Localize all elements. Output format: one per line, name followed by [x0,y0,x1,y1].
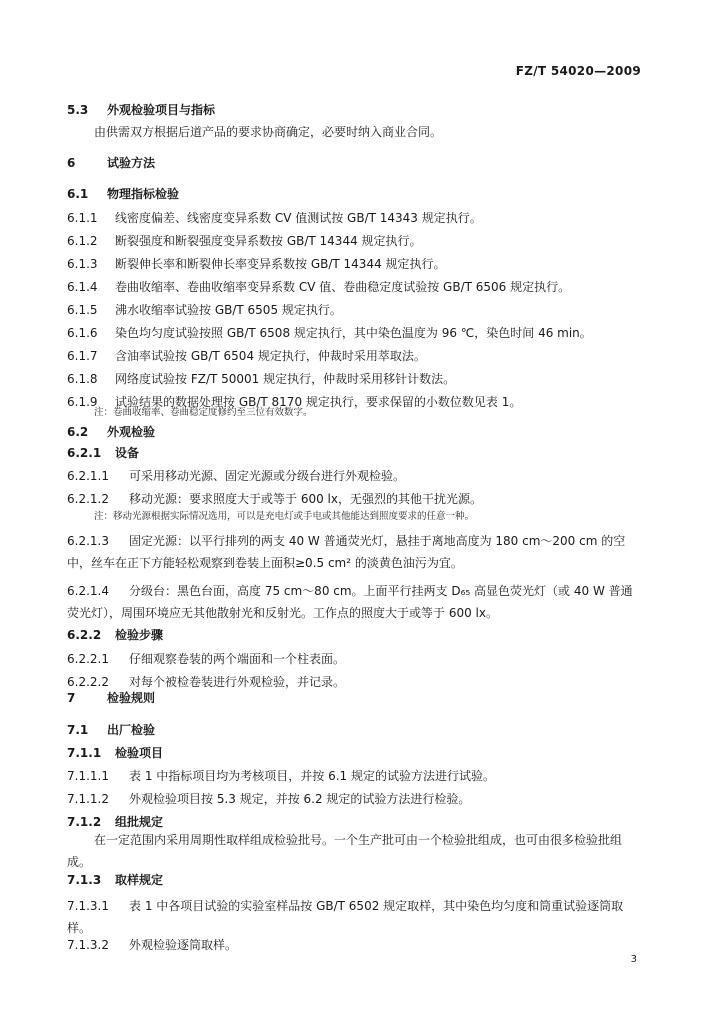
doc-line [67,468,642,484]
doc-line [67,580,642,624]
line-text: 外观检验逐筒取样。 [129,938,238,952]
line-text: 断裂伸长率和断裂伸长率变异系数按 GB/T 14344 规定执行。 [115,257,446,271]
section-number: 5.3 [67,103,89,117]
doc-line [67,530,642,574]
doc-line [67,325,642,341]
doc-line [67,348,642,364]
section-number: 7.1 [67,723,89,737]
section-number: 6.1.7 [67,349,98,363]
section-number: 6.2.1.3 [67,534,109,548]
line-text: 组批规定 [115,815,164,829]
doc-line [67,674,642,690]
line-text: 固定光源：以平行排列的两支 40 W 普通荧光灯，悬挂于离地高度为 180 cm～200 cm 的空中，丝车在正下方能轻松观察到卷装上面积≥0.5 cm² 的淡黄色油污为宜。 [67,534,626,570]
doc-line [67,186,642,202]
section-number: 7.1.3.1 [67,899,109,913]
section-number: 7.1.1.1 [67,769,109,783]
line-text: 表 1 中指标项目均为考核项目，并按 6.1 规定的试验方法进行试验。 [129,769,495,783]
doc-line [67,690,642,706]
line-text: 试验方法 [107,156,156,170]
section-number: 6.1.6 [67,326,98,340]
line-text: 出厂检验 [107,723,156,737]
doc-line [67,302,642,318]
line-text: 试验结果的数据处理按 GB/T 8170 规定执行，要求保留的小数位数见表 1。 [115,395,522,409]
section-number: 7.1.2 [67,815,102,829]
line-text: 可采用移动光源、固定光源或分级台进行外观检验。 [129,469,406,483]
doc-line [67,937,642,953]
doc-line [67,768,642,784]
line-text: 线密度偏差、线密度变异系数 CV 值测试按 GB/T 14343 规定执行。 [115,211,482,225]
line-text: 外观检验项目按 5.3 规定，并按 6.2 规定的试验方法进行检验。 [129,792,471,806]
line-text: 染色均匀度试验按照 GB/T 6508 规定执行，其中染色温度为 96 ℃，染色时间 46 min。 [115,326,592,340]
doc-line [67,279,642,295]
section-number: 6.2.2.1 [67,652,109,666]
doc-line [67,233,642,249]
doc-line [67,445,642,461]
line-text: 检验项目 [115,746,164,760]
section-number: 6.1.9 [67,395,98,409]
line-text: 网络度试验按 FZ/T 50001 规定执行，仲裁时采用移针计数法。 [115,372,456,386]
line-text: 含油率试验按 GB/T 6504 规定执行，仲裁时采用萃取法。 [115,349,426,363]
line-text: 检验规则 [107,691,156,705]
section-number: 6.2.2 [67,628,102,642]
line-text: 仔细观察卷装的两个端面和一个柱表面。 [129,652,346,666]
page-number: 3 [630,954,637,965]
line-text: 外观检验 [107,425,156,439]
doc-line [67,627,642,643]
section-number: 6.1.3 [67,257,98,271]
line-text: 卷曲收缩率、卷曲收缩率变异系数 CV 值、卷曲稳定度试验按 GB/T 6506 规定执行。 [115,280,571,294]
doc-line [67,371,642,387]
section-number: 6.2 [67,425,89,439]
doc-line [94,405,669,421]
section-number: 6.2.1.1 [67,469,109,483]
line-text: 分级台：黑色台面，高度 75 cm～80 cm。上面平行挂两支 D₆₅ 高显色荧光灯（或 40 W 普通荧光灯），周围环境应无其他散射光和反射光。工作点的照度大于或等于 600 lx。 [67,584,633,620]
line-text: 注：卷曲收缩率、卷曲稳定度修约至三位有效数字。 [94,407,313,418]
doc-line [67,424,642,440]
line-text: 由供需双方根据后道产品的要求协商确定，必要时纳入商业合同。 [94,125,443,139]
doc-line [94,509,669,525]
section-number: 6.2.1.2 [67,492,109,506]
section-number: 7.1.1.2 [67,792,109,806]
line-text: 在一定范围内采用周期性取样组成检验批号。一个生产批可由一个检验批组成，也可由很多检验批组成。 [67,833,623,869]
doc-line [67,745,642,761]
section-number: 6.1 [67,187,89,201]
section-number: 6 [67,156,76,170]
section-number: 6.1.8 [67,372,98,386]
line-text: 断裂强度和断裂强度变异系数按 GB/T 14344 规定执行。 [115,234,422,248]
doc-line [67,829,642,873]
doc-line [67,155,642,171]
standard-code: FZ/T 54020—2009 [515,64,641,78]
doc-line [67,895,642,939]
line-text: 取样规定 [115,873,164,887]
section-number: 7 [67,691,76,705]
doc-line [67,872,642,888]
section-number: 7.1.3 [67,873,102,887]
line-text: 注：移动光源根据实际情况选用，可以是充电灯或手电或其他能达到照度要求的任意一种。 [94,511,475,522]
line-text: 物理指标检验 [107,187,180,201]
line-text: 外观检验项目与指标 [107,103,216,117]
section-number: 6.2.2.2 [67,675,109,689]
doc-line [67,651,642,667]
line-text: 检验步骤 [115,628,164,642]
line-text: 表 1 中各项目试验的实验室样品按 GB/T 6502 规定取样，其中染色均匀度和筒重试验逐筒取样。 [67,899,624,935]
line-text: 移动光源：要求照度大于或等于 600 lx，无强烈的其他干扰光源。 [129,492,482,506]
line-text: 对每个被检卷装进行外观检验，并记录。 [129,675,346,689]
section-number: 6.1.1 [67,211,98,225]
section-number: 6.1.2 [67,234,98,248]
doc-line [67,491,642,507]
doc-line [67,791,642,807]
doc-line [67,210,642,226]
doc-line [67,722,642,738]
line-text: 设备 [115,446,140,460]
line-text: 沸水收缩率试验按 GB/T 6505 规定执行。 [115,303,342,317]
doc-line [67,256,642,272]
doc-line [67,102,642,118]
section-number: 7.1.3.2 [67,938,109,952]
section-number: 6.2.1 [67,446,102,460]
doc-line [67,814,642,830]
section-number: 6.1.4 [67,280,98,294]
section-number: 6.1.5 [67,303,98,317]
doc-line [94,124,669,140]
section-number: 6.2.1.4 [67,584,109,598]
section-number: 7.1.1 [67,746,102,760]
